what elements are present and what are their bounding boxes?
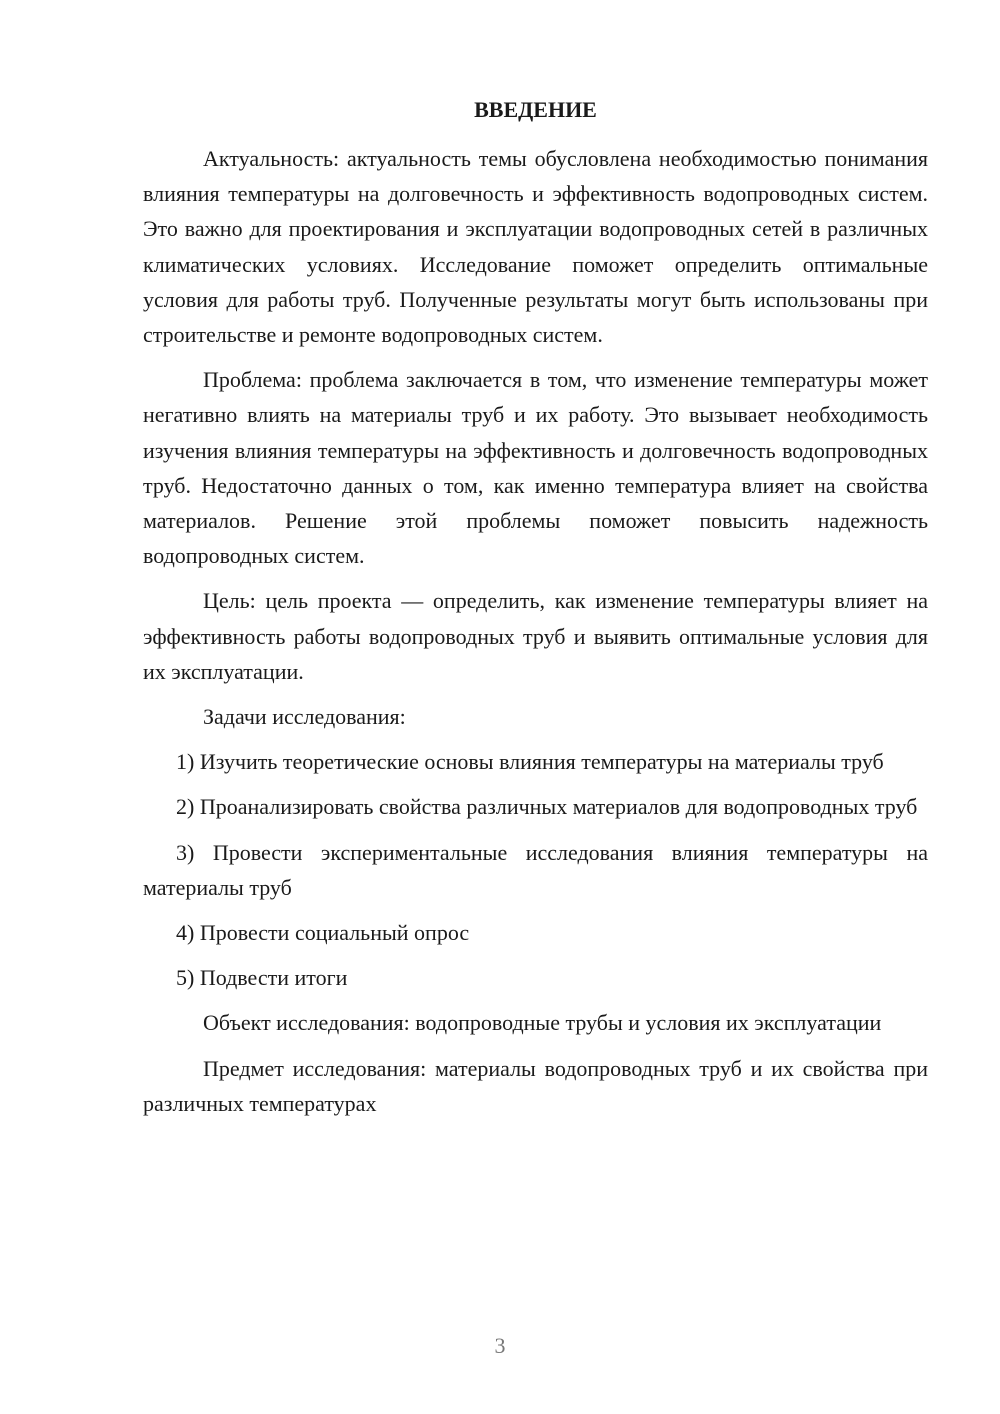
subject-paragraph: Предмет исследования: материалы водопроводных труб и их свойства при различных температурах — [143, 1055, 928, 1116]
tasks-title: Задачи исследования: — [203, 704, 406, 730]
relevance-paragraph: Актуальность: актуальность темы обусловлена необходимостью понимания влияния температуры на долговечность и эффективность водопроводных систем. Это важно для проектирования и эксплуатации водопроводных сетей в различных климатических условиях. Исследование поможет определить оптимальные условия для работы труб. Полученные результаты могут быть использованы при строительстве и ремонте водопроводных систем. — [143, 146, 928, 348]
page-number: 3 — [494, 1333, 506, 1358]
task-item-1: 1) Изучить теоретические основы влияния температуры на материалы труб — [176, 749, 884, 775]
problem-paragraph: Проблема: проблема заключается в том, что изменение температуры может негативно влиять на материалы труб и их работу. Это вызывает необходимость изучения влияния температуры на эффективность и долговечность водопроводных труб. Недостаточно данных о том, как именно температура влияет на свойства материалов. Решение этой проблемы поможет повысить надежность водопроводных систем. — [143, 367, 928, 569]
object-paragraph: Объект исследования: водопроводные трубы и условия их эксплуатации — [203, 1010, 882, 1036]
document-page — [143, 92, 928, 1131]
task-item-5: 5) Подвести итоги — [176, 965, 348, 991]
task-item-3: 3) Провести экспериментальные исследования влияния температуры на материалы труб — [143, 839, 928, 900]
goal-paragraph: Цель: цель проекта — определить, как изменение температуры влияет на эффективность работы водопроводных труб и выявить оптимальные условия для их эксплуатации. — [143, 588, 928, 684]
task-item-2: 2) Проанализировать свойства различных материалов для водопроводных труб — [176, 794, 918, 820]
task-item-4: 4) Провести социальный опрос — [176, 920, 470, 946]
section-heading: ВВЕДЕНИЕ — [474, 97, 597, 122]
